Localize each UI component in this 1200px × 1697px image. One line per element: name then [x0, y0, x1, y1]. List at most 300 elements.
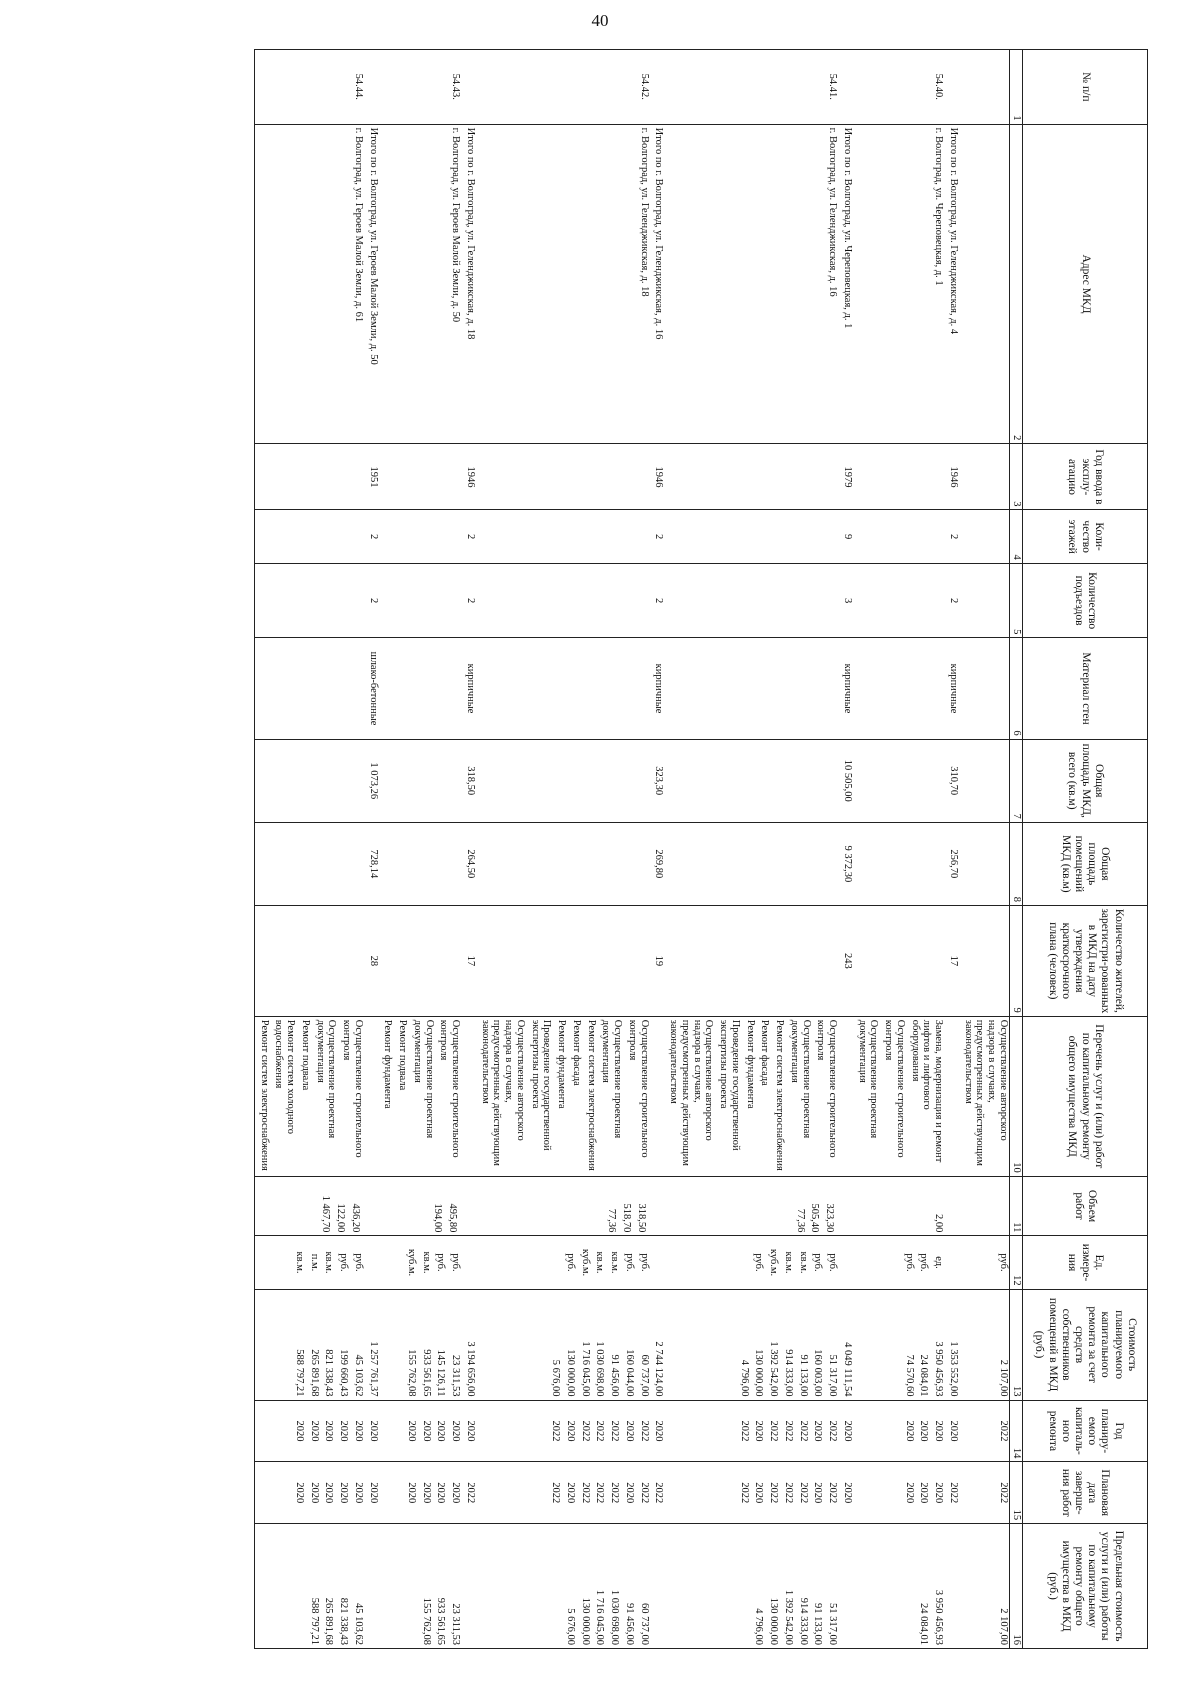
row-total-area: 1 073,26 — [364, 739, 379, 822]
work-unit: руб. — [435, 1253, 447, 1272]
work-unit: руб. — [918, 1253, 930, 1272]
work-item: Осуществление проектная документация — [600, 1019, 624, 1139]
work-item-cell — [944, 1016, 959, 1176]
work-unit: руб. — [638, 1253, 650, 1272]
row-residents — [255, 905, 365, 1016]
work-limit-cell — [650, 1524, 665, 1649]
work-year: 2020 — [435, 1420, 447, 1442]
work-item: Осуществление авторского надзора в случаях, предусмотренных действующим законодательством — [962, 1019, 1009, 1166]
work-volume-cell — [838, 1176, 853, 1236]
column-number-6: 6 — [1010, 638, 1023, 739]
row-floors — [959, 510, 1010, 563]
work-year-cell — [255, 1400, 365, 1462]
row-year — [665, 444, 839, 510]
work-item: Ремонт фасада — [571, 1019, 582, 1086]
work-date: 2020 — [842, 1482, 853, 1504]
work-limit: 588 797,21 — [308, 1597, 320, 1645]
column-header-1: № п/п — [1023, 50, 1148, 125]
work-year-cell — [476, 1400, 650, 1462]
work-cost-cell — [944, 1289, 959, 1400]
work-volume: 194,00 — [432, 1203, 444, 1233]
work-year: 2020 — [812, 1420, 824, 1442]
row-total-area — [476, 739, 650, 822]
work-item: Ремонт систем электроснабжения — [774, 1019, 786, 1171]
row-total-area: 10 505,00 — [838, 739, 853, 822]
work-cost: 130 000,00 — [753, 1349, 765, 1397]
row-rooms-area — [853, 822, 944, 905]
work-limit: 1 392 542,00 — [783, 1589, 794, 1645]
work-cost: 588 797,21 — [294, 1349, 305, 1397]
work-limit-cell — [853, 1524, 944, 1649]
work-volume-cell — [476, 1176, 650, 1236]
work-cost: 4 049 111,54 — [842, 1342, 853, 1397]
work-volume: 323,30 — [824, 1203, 836, 1233]
row-walls: кирпичные — [461, 638, 476, 739]
row-floors: 2 — [461, 510, 476, 563]
work-cost-cell — [255, 1289, 365, 1400]
row-total-area: 323,30 — [650, 739, 665, 822]
work-date: 2022 — [609, 1482, 621, 1504]
row-address: г. Волгоград, ул. Геленджикская, д. 16 — [665, 124, 839, 444]
work-item-cell — [650, 1016, 665, 1176]
work-date: 2022 — [797, 1482, 809, 1504]
work-year: 2020 — [842, 1420, 853, 1442]
work-item-cell — [838, 1016, 853, 1176]
work-volume-cell — [665, 1176, 839, 1236]
work-date: 2020 — [323, 1482, 335, 1504]
row-address: Итого по г. Волгоград, ул. Геленджикская, д. 16 — [650, 124, 665, 444]
work-cost: 60 737,00 — [638, 1354, 650, 1397]
work-date: 2020 — [353, 1482, 364, 1504]
table-row — [461, 50, 476, 1649]
work-date-cell — [461, 1462, 476, 1524]
row-entrances — [959, 563, 1010, 638]
work-volume-cell — [379, 1176, 462, 1236]
work-date-cell — [364, 1462, 379, 1524]
work-year: 2020 — [308, 1420, 320, 1442]
work-cost: 5 676,00 — [550, 1359, 562, 1397]
work-cost: 265 891,68 — [308, 1349, 320, 1397]
row-floors: 9 — [838, 510, 853, 563]
work-cost-cell — [665, 1289, 839, 1400]
work-date: 2020 — [624, 1482, 635, 1504]
work-date: 2022 — [465, 1482, 476, 1504]
work-date: 2020 — [367, 1482, 379, 1504]
work-date: 2020 — [812, 1482, 824, 1504]
work-item: Проведение государственной экспертизы проекта — [529, 1019, 553, 1151]
column-header-10: Перечень услуг и (или) работ по капитальному ремонту общего имущества МКД — [1023, 1016, 1148, 1176]
row-residents: 19 — [650, 905, 665, 1016]
work-item-cell — [853, 1016, 944, 1176]
work-item: Проведение государственной экспертизы проекта — [718, 1019, 741, 1151]
work-date: 2022 — [653, 1482, 665, 1504]
row-residents: 17 — [944, 905, 959, 1016]
work-unit-cell — [838, 1236, 853, 1289]
work-limit-cell — [379, 1524, 462, 1649]
work-date: 2020 — [420, 1482, 432, 1504]
work-limit: 3 950 456,93 — [933, 1589, 945, 1645]
work-year-cell — [853, 1400, 944, 1462]
work-year-cell — [650, 1400, 665, 1462]
row-residents — [853, 905, 944, 1016]
work-cost: 74 570,60 — [903, 1354, 915, 1397]
column-header-12: Ед. измере-ния — [1023, 1236, 1148, 1289]
work-item: Осуществление авторского надзора в случаях, предусмотренных действующим законодательством — [668, 1019, 715, 1166]
row-walls — [476, 638, 650, 739]
row-year — [853, 444, 944, 510]
work-cost-cell — [476, 1289, 650, 1400]
work-cost: 45 103,62 — [353, 1354, 364, 1397]
row-number: 54.42. — [476, 50, 650, 125]
table-row — [379, 50, 462, 1649]
work-date: 2020 — [406, 1482, 417, 1504]
table-row — [838, 50, 853, 1649]
work-item: Осуществление проектная документация — [412, 1019, 435, 1139]
work-unit: куб.м. — [406, 1248, 417, 1277]
row-year — [379, 444, 462, 510]
work-year: 2020 — [338, 1420, 350, 1442]
work-item: Ремонт систем электроснабжения — [585, 1019, 597, 1171]
work-item: Осуществление авторского надзора в случаях, предусмотренных действующим законодательством — [479, 1019, 526, 1166]
work-year: 2022 — [579, 1420, 591, 1442]
row-total-area — [959, 739, 1010, 822]
work-year: 2022 — [738, 1420, 750, 1442]
row-residents: 243 — [838, 905, 853, 1016]
row-number: 54.43. — [379, 50, 462, 125]
repair-plan-table-sheet — [43, 49, 1148, 1649]
work-limit-cell — [838, 1524, 853, 1649]
column-header-8: Общая площадь помещений МКД (кв.м) — [1023, 822, 1148, 905]
work-volume: 518,70 — [621, 1203, 632, 1233]
row-rooms-area — [959, 822, 1010, 905]
work-cost: 933 561,65 — [420, 1349, 432, 1397]
work-item: Осуществление проектная документация — [314, 1019, 338, 1139]
work-year: 2020 — [624, 1420, 635, 1442]
work-limit-cell — [255, 1524, 365, 1649]
work-date: 2020 — [338, 1482, 350, 1504]
work-cost: 2 107,00 — [998, 1359, 1009, 1397]
work-year: 2020 — [353, 1420, 364, 1442]
work-item: Ремонт фундамента — [556, 1019, 568, 1109]
work-limit: 4 796,00 — [753, 1608, 765, 1645]
row-residents — [379, 905, 462, 1016]
row-entrances: 2 — [461, 563, 476, 638]
work-unit-cell — [959, 1236, 1010, 1289]
work-date: 2020 — [933, 1482, 945, 1504]
column-number-11: 11 — [1010, 1176, 1023, 1236]
work-date: 2022 — [638, 1482, 650, 1504]
row-number — [650, 50, 665, 125]
work-unit-cell — [944, 1236, 959, 1289]
work-date: 2020 — [918, 1482, 930, 1504]
row-floors: 2 — [944, 510, 959, 563]
work-year-cell — [665, 1400, 839, 1462]
row-rooms-area — [379, 822, 462, 905]
column-header-4: Коли-чество этажей — [1023, 510, 1148, 563]
column-number-4: 4 — [1010, 510, 1023, 563]
work-limit: 51 317,00 — [827, 1603, 839, 1645]
row-entrances — [476, 563, 650, 638]
row-rooms-area: 264,50 — [461, 822, 476, 905]
work-date-cell — [959, 1462, 1010, 1524]
work-date: 2022 — [579, 1482, 591, 1504]
column-number-7: 7 — [1010, 739, 1023, 822]
work-date: 2020 — [294, 1482, 305, 1504]
work-volume: 505,40 — [809, 1203, 821, 1233]
work-limit: 130 000,00 — [579, 1597, 591, 1645]
row-rooms-area: 269,80 — [650, 822, 665, 905]
table-row — [944, 50, 959, 1649]
work-item-cell — [364, 1016, 379, 1176]
row-floors — [255, 510, 365, 563]
header-row — [1023, 50, 1148, 1649]
work-volume-cell — [364, 1176, 379, 1236]
row-rooms-area — [476, 822, 650, 905]
repair-plan-table — [254, 49, 1148, 1649]
row-floors: 2 — [364, 510, 379, 563]
row-walls — [853, 638, 944, 739]
column-number-2: 2 — [1010, 124, 1023, 444]
work-unit-cell — [364, 1236, 379, 1289]
work-date: 2022 — [948, 1482, 959, 1504]
work-unit: кв.м. — [594, 1251, 606, 1274]
work-unit: руб. — [565, 1253, 576, 1272]
work-cost-cell — [461, 1289, 476, 1400]
work-unit: руб. — [903, 1253, 915, 1272]
row-year: 1946 — [461, 444, 476, 510]
work-year-cell — [461, 1400, 476, 1462]
page-number: 40 — [591, 11, 609, 30]
work-date: 2022 — [550, 1482, 562, 1504]
work-date: 2020 — [753, 1482, 765, 1504]
work-limit: 45 103,62 — [353, 1603, 364, 1645]
work-item: Ремонт фундамента — [744, 1019, 756, 1109]
work-volume: 318,50 — [635, 1203, 647, 1233]
work-item-cell — [255, 1016, 365, 1176]
work-limit: 91 456,00 — [624, 1603, 635, 1645]
row-number: 54.44. — [255, 50, 365, 125]
work-year-cell — [379, 1400, 462, 1462]
row-total-area — [665, 739, 839, 822]
column-number-16: 16 — [1010, 1524, 1023, 1649]
work-year-cell — [944, 1400, 959, 1462]
work-year: 2020 — [450, 1420, 462, 1442]
work-cost: 160 044,00 — [624, 1349, 635, 1397]
work-cost-cell — [379, 1289, 462, 1400]
work-item: Осуществление строительного контроля — [341, 1019, 364, 1158]
work-unit-cell — [853, 1236, 944, 1289]
work-item: Осуществление проектная документация — [789, 1019, 812, 1139]
work-year: 2022 — [783, 1420, 794, 1442]
work-unit: руб. — [827, 1253, 839, 1272]
work-cost: 3 950 456,93 — [933, 1341, 945, 1397]
work-limit: 265 891,68 — [323, 1597, 335, 1645]
row-walls: кирпичные — [650, 638, 665, 739]
row-residents — [476, 905, 650, 1016]
work-year: 2022 — [998, 1420, 1009, 1442]
row-year — [959, 444, 1010, 510]
work-item: Ремонт систем холодного водоснабжения — [273, 1019, 297, 1134]
row-total-area — [255, 739, 365, 822]
row-entrances: 2 — [650, 563, 665, 638]
row-walls: шлако-бетонные — [364, 638, 379, 739]
work-volume-cell — [255, 1176, 365, 1236]
work-year: 2020 — [903, 1420, 915, 1442]
work-limit-cell — [944, 1524, 959, 1649]
work-volume: 77,36 — [606, 1208, 618, 1233]
column-header-16: Предельная стоимость услуги и (или) работы по капитальному ремонту общего имущества в МКД (руб.) — [1023, 1524, 1148, 1649]
work-year: 2020 — [420, 1420, 432, 1442]
work-limit: 23 311,53 — [450, 1603, 462, 1645]
work-cost: 145 126,11 — [435, 1349, 447, 1397]
work-year-cell — [959, 1400, 1010, 1462]
work-date: 2022 — [738, 1482, 750, 1504]
row-entrances: 2 — [364, 563, 379, 638]
work-item: Осуществление проектная документация — [856, 1019, 880, 1139]
table-body — [255, 50, 1010, 1649]
work-cost: 23 311,53 — [450, 1354, 462, 1397]
work-item-cell — [379, 1016, 462, 1176]
row-address: Итого по г. Волгоград, ул. Череповецкая, д. 1 — [838, 124, 853, 444]
row-address: г. Волгоград, ул. Череповецкая, д. 1 — [853, 124, 944, 444]
work-limit: 933 561,65 — [435, 1597, 447, 1645]
work-unit: кв.м. — [420, 1251, 432, 1274]
work-limit: 914 333,00 — [797, 1597, 809, 1645]
work-unit: руб. — [353, 1253, 364, 1272]
work-unit-cell — [379, 1236, 462, 1289]
row-total-area — [853, 739, 944, 822]
row-walls: кирпичные — [838, 638, 853, 739]
work-volume-cell — [959, 1176, 1010, 1236]
work-year: 2020 — [465, 1420, 476, 1442]
table-row — [853, 50, 944, 1649]
row-residents: 17 — [461, 905, 476, 1016]
row-number — [838, 50, 853, 125]
work-cost-cell — [853, 1289, 944, 1400]
work-cost: 155 762,08 — [406, 1349, 417, 1397]
work-year: 2022 — [797, 1420, 809, 1442]
work-unit: кв.м. — [797, 1251, 809, 1274]
row-floors — [379, 510, 462, 563]
work-date-cell — [379, 1462, 462, 1524]
work-date-cell — [665, 1462, 839, 1524]
row-residents: 28 — [364, 905, 379, 1016]
work-item: Ремонт подвала — [397, 1019, 409, 1091]
work-item: Ремонт подвала — [300, 1019, 311, 1091]
work-item-cell — [665, 1016, 839, 1176]
row-number: 54.40. — [853, 50, 944, 125]
row-address: Итого по г. Волгоград, ул. Героев Малой Земли, д. 50 — [364, 124, 379, 444]
work-year: 2020 — [918, 1420, 930, 1442]
table-row — [364, 50, 379, 1649]
table-row — [665, 50, 839, 1649]
work-item: Ремонт фасада — [759, 1019, 771, 1086]
work-year: 2020 — [653, 1420, 665, 1442]
work-unit-cell — [255, 1236, 365, 1289]
work-limit-cell — [364, 1524, 379, 1649]
work-item: Осуществление строительного контроля — [438, 1019, 462, 1158]
row-entrances — [255, 563, 365, 638]
work-unit-cell — [665, 1236, 839, 1289]
work-date-cell — [838, 1462, 853, 1524]
row-floors — [853, 510, 944, 563]
row-entrances — [379, 563, 462, 638]
work-limit: 130 000,00 — [768, 1597, 780, 1645]
work-year: 2020 — [323, 1420, 335, 1442]
work-unit: руб. — [998, 1253, 1009, 1272]
work-cost: 4 796,00 — [738, 1359, 750, 1397]
work-date-cell — [255, 1462, 365, 1524]
row-floors: 2 — [650, 510, 665, 563]
work-limit: 91 133,00 — [812, 1603, 824, 1645]
work-cost-cell — [364, 1289, 379, 1400]
work-cost: 821 338,43 — [323, 1349, 335, 1397]
row-address: г. Волгоград, ул. Героев Малой Земли, д. 61 — [255, 124, 365, 444]
work-item: Осуществление строительного контроля — [627, 1019, 650, 1158]
column-header-11: Объем работ — [1023, 1176, 1148, 1236]
work-year: 2022 — [638, 1420, 650, 1442]
work-item-cell — [461, 1016, 476, 1176]
row-walls — [379, 638, 462, 739]
column-number-1: 1 — [1010, 50, 1023, 125]
work-cost: 199 660,43 — [338, 1349, 350, 1397]
work-date-cell — [944, 1462, 959, 1524]
work-item: Осуществление строительного контроля — [883, 1019, 906, 1158]
work-cost-cell — [838, 1289, 853, 1400]
work-volume: 1 467,70 — [320, 1195, 332, 1233]
row-entrances: 3 — [838, 563, 853, 638]
work-cost: 1 257 761,37 — [367, 1341, 379, 1397]
work-cost: 51 317,00 — [827, 1354, 839, 1397]
column-number-8: 8 — [1010, 822, 1023, 905]
work-volume-cell — [944, 1176, 959, 1236]
work-limit-cell — [665, 1524, 839, 1649]
row-rooms-area: 9 372,30 — [838, 822, 853, 905]
column-header-13: Стоимость планируемого капитального ремонта за счет средств собственников помещений в МКД (руб.) — [1023, 1289, 1148, 1400]
work-cost: 1 392 542,00 — [768, 1341, 780, 1397]
work-unit: руб. — [338, 1253, 350, 1272]
work-limit-cell — [461, 1524, 476, 1649]
work-cost-cell — [959, 1289, 1010, 1400]
row-address: г. Волгоград, ул. Геленджикская, д. 18 — [476, 124, 650, 444]
row-total-area — [379, 739, 462, 822]
column-number-13: 13 — [1010, 1289, 1023, 1400]
work-year: 2022 — [550, 1420, 562, 1442]
work-unit-cell — [461, 1236, 476, 1289]
work-volume-cell — [853, 1176, 944, 1236]
work-volume: 77,36 — [794, 1208, 806, 1233]
column-header-3: Год ввода в эксплу-атацию — [1023, 444, 1148, 510]
work-date: 2020 — [435, 1482, 447, 1504]
row-floors — [665, 510, 839, 563]
work-unit: руб. — [812, 1253, 824, 1272]
work-cost: 130 000,00 — [565, 1349, 576, 1397]
work-item: Ремонт систем электроснабжения — [258, 1019, 270, 1171]
work-year: 2022 — [768, 1420, 780, 1442]
work-item: Осуществление строительного контроля — [815, 1019, 839, 1158]
work-limit: 24 084,01 — [918, 1603, 930, 1645]
row-year — [476, 444, 650, 510]
column-number-9: 9 — [1010, 905, 1023, 1016]
column-header-6: Материал стен — [1023, 638, 1148, 739]
row-address — [959, 124, 1010, 444]
work-cost: 2 744 124,00 — [653, 1341, 665, 1397]
row-residents — [959, 905, 1010, 1016]
work-year: 2020 — [948, 1420, 959, 1442]
work-year: 2020 — [933, 1420, 945, 1442]
work-cost: 3 194 656,00 — [465, 1341, 476, 1397]
work-year-cell — [838, 1400, 853, 1462]
